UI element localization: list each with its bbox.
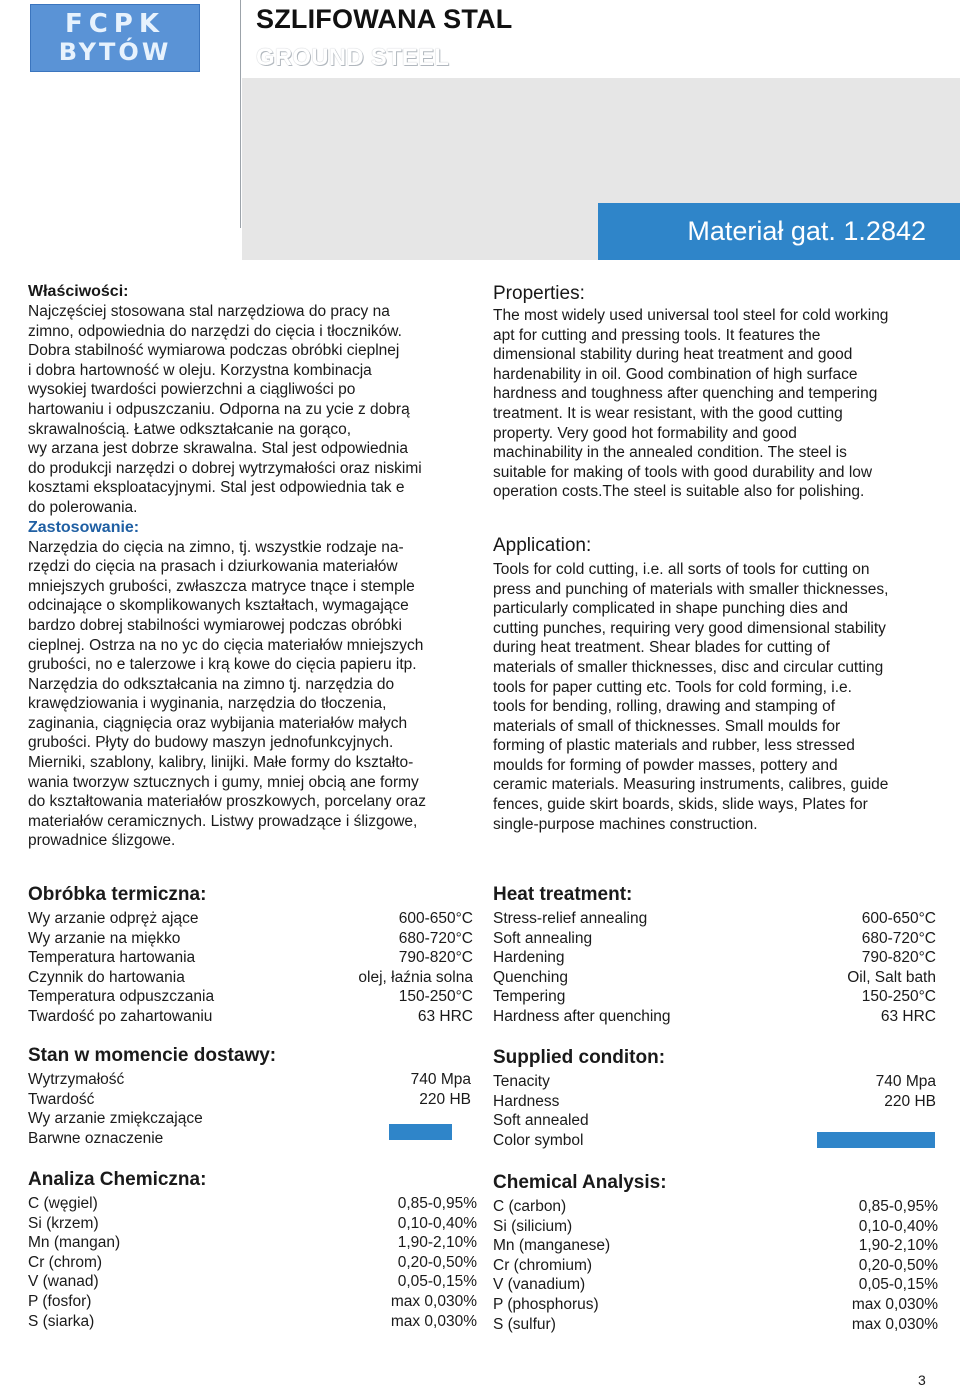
company-logo [30,4,200,72]
spec-value: 0,85-0,95% [858,1198,938,1215]
heat-treatment-en [493,884,936,1027]
spec-value: Oil, Salt bath [847,968,936,986]
spec-label: Hardening [493,949,565,967]
spec-label: Wy arzanie odpręż ające [28,910,199,927]
spec-value: 220 HB [884,1092,936,1110]
spec-row [28,1292,477,1312]
spec-value: 1,90-2,10% [858,1237,938,1255]
spec-label: Soft annealed [493,1112,589,1130]
spec-value: max 0,030% [390,1292,477,1310]
spec-label: Si (silicium) [493,1217,573,1235]
spec-value: 680-720°C [861,929,936,947]
spec-row [28,1312,477,1332]
spec-row [28,987,473,1007]
spec-label: Mn (mangan) [28,1234,121,1252]
spec-row [28,1194,477,1214]
spec-row [493,1275,938,1295]
spec-label: Cr (chrom) [28,1253,103,1271]
properties-text-en: The most widely used universal tool steel for cold working apt for cutting and pressing tools. It features the dimensional stability during heat treatment and good hardenability in oil. Good combination of high surface hardness and toughness after quenching and tempering treatment. It is wear resistant, with the good cutting property. Very good hot formability and good machinability in the annealed condition. The steel is suitable for making of tools with good durability and low operation costs.The steel is suitable also for polishing. [493,307,889,501]
spec-row [493,929,936,949]
spec-label: Temperatura hartowania [28,949,196,967]
spec-row [28,909,473,929]
spec-row [493,1217,938,1237]
spec-value: 790-820°C [398,949,473,967]
description-en [493,282,940,834]
spec-label: Soft annealing [493,929,593,947]
application-heading-pl: Zastosowanie: [28,518,140,536]
spec-value: 1,90-2,10% [397,1234,477,1252]
spec-label: Si (krzem) [28,1214,99,1232]
spec-value: 63 HRC [880,1007,936,1025]
color-symbol-swatch-pl [389,1124,452,1140]
spec-row [493,1256,938,1276]
description-pl [28,282,478,851]
spec-label: Temperatura odpuszczania [28,988,215,1006]
spec-label: Mn (manganese) [493,1237,611,1255]
spec-value: 0,20-0,50% [858,1256,938,1274]
spec-value: 680-720°C [398,929,473,947]
chemical-analysis-en [493,1172,938,1334]
heat-treatment-pl [28,884,473,1027]
spec-value: 150-250°C [861,988,936,1006]
spec-label: S (siarka) [28,1312,95,1330]
page-title-en: GROUND STEEL [256,44,450,71]
spec-label: Czynnik do hartowania [28,968,185,986]
spec-label: V (wanad) [28,1273,99,1291]
spec-row [28,968,473,988]
properties-text-pl: Najczęściej stosowana stal narzędziowa do pracy na zimno, odpowiednia do narzędzi do cięcia i tłoczników. Dobra stabilność wymiarowa podczas obróbki cieplnej i dobra hartowność w oleju. Korzystna kombinacja wysokiej twardości powierzchni a ciągliwości po hartowaniu i odpuszczaniu. Odporna na zu ycie z dobrą skrawalnością. Łatwe odkształcanie na gorąco, wy arzana jest dobrze skrawalna. Stal jest odpowiednia do produkcji narzędzi o dobrej wytrzymałości oraz niskimi kosztami eksploatacyjnymi. Stal jest odpowiednia tak e do polerowania. [28,303,422,516]
spec-row [28,1070,471,1090]
application-text-en: Tools for cold cutting, i.e. all sorts of tools for cutting on press and punching of materials with smaller thicknesses, particularly complicated in shape punching dies and cutting punches, requiring very good dimensional stability during heat treatment. Shear blades for cutting of materials of smaller thicknesses, disc and circular cutting tools for paper cutting etc. Tools for cold forming, i.e. tools for bending, rolling, drawing and stamping of materials of small of thicknesses. Small moulds for forming of plastic materials and rubber, less stressed moulds for forming of powder masses, pottery and ceramic materials. Measuring instruments, calibres, guide fences, guide skirt boards, skids, slide ways, Plates for single-purpose machines construction. [493,560,889,833]
spec-label: Wy arzanie na miękko [28,929,181,947]
spec-value: 0,10-0,40% [858,1217,938,1235]
spec-row [493,1197,938,1217]
spec-value: 740 Mpa [410,1071,471,1088]
section-title: Obróbka termiczna: [28,884,207,905]
section-title: Supplied conditon: [493,1047,666,1068]
spec-value: 0,85-0,95% [397,1195,477,1212]
section-title: Heat treatment: [493,884,633,905]
logo-line-1: FCPK [64,9,166,39]
spec-row [28,1090,471,1110]
spec-label: Tempering [493,988,566,1006]
properties-heading-en: Properties: [493,283,585,304]
spec-label: Color symbol [493,1131,584,1149]
spec-label: Twardość po zahartowaniu [28,1007,213,1025]
page-title-pl: SZLIFOWANA STAL [256,4,513,34]
spec-label: Stress-relief annealing [493,910,648,927]
spec-row [28,1253,477,1273]
material-grade-banner [598,203,960,260]
spec-row [493,1007,936,1027]
spec-row [493,968,936,988]
spec-value: 600-650°C [398,910,473,927]
spec-row [493,1236,938,1256]
spec-label: V (vanadium) [493,1276,586,1294]
spec-row [493,948,936,968]
spec-value: 63 HRC [417,1007,473,1025]
spec-row [28,1214,477,1234]
spec-value: 0,05-0,15% [397,1273,477,1291]
spec-value: 790-820°C [861,949,936,967]
spec-row [493,909,936,929]
spec-value: max 0,030% [851,1295,938,1313]
chemical-analysis-pl [28,1169,477,1331]
spec-label: Hardness after quenching [493,1007,671,1025]
spec-value: max 0,030% [851,1315,938,1333]
spec-value: 0,10-0,40% [397,1214,477,1232]
spec-value: olej, łaźnia solna [358,968,473,986]
spec-row [28,929,473,949]
logo-line-2: BYTÓW [58,38,172,66]
spec-row [493,1295,938,1315]
spec-row [493,987,936,1007]
spec-label: C (carbon) [493,1198,567,1215]
spec-row [493,1092,936,1112]
spec-value: 0,20-0,50% [397,1253,477,1271]
spec-label: Twardość [28,1090,95,1108]
spec-row [28,1233,477,1253]
spec-value: 0,05-0,15% [858,1276,938,1294]
color-symbol-swatch-en [817,1132,935,1148]
section-title: Stan w momencie dostawy: [28,1045,277,1066]
spec-label: S (sulfur) [493,1315,556,1333]
spec-value: 150-250°C [398,988,473,1006]
spec-row [28,1007,473,1027]
spec-row [28,948,473,968]
spec-label: Barwne oznaczenie [28,1129,164,1147]
page-number: 3 [918,1372,926,1388]
spec-label: Wytrzymałość [28,1071,125,1088]
application-heading-en: Application: [493,534,592,556]
material-grade: Materiał gat. 1.2842 [687,216,926,246]
properties-heading-pl: Właściwości: [28,283,129,300]
section-title: Chemical Analysis: [493,1172,667,1193]
spec-row [493,1111,936,1131]
spec-label: Tenacity [493,1073,550,1090]
spec-label: Wy arzanie zmiękczające [28,1110,203,1128]
spec-row [493,1315,938,1335]
spec-value: 740 Mpa [875,1073,936,1090]
spec-label: C (węgiel) [28,1195,98,1212]
application-text-pl: Narzędzia do cięcia na zimno, tj. wszystkie rodzaje na- rzędzi do cięcia na prasach i dziurkowania materiałów mniejszych grubości, zwłaszcza matryce tnące i stemple odcinające o skomplikowanych kształtach, wymagające bardzo dobrej stabilności wymiarowej podczas obróbki cieplnej. Ostrza na no yc do cięcia materiałów mniejszych grubości, no e talerzowe i krą kowe do cięcia papieru itp. Narzędzia do odkształcania na zimno tj. narzędzia do krawędziowania i wyginania, narzędzia do tłoczenia, zaginania, ciągnięcia oraz wybijania materiałów małych grubości. Płyty do budowy maszyn jednofunkcyjnych. Mierniki, szablony, kalibry, linijki. Małe formy do kształto- wania tworzyw sztucznych i gumy, mniej obcią ane formy do kształtowania materiałów proszkowych, porcelany oraz materiałów ceramicznych. Listwy prowadzące i ślizgowe, prowadnice ślizgowe. [28,538,427,850]
spec-row [493,1072,936,1092]
spec-row [28,1272,477,1292]
spec-label: Hardness [493,1092,560,1110]
section-title: Analiza Chemiczna: [28,1169,207,1190]
spec-label: P (fosfor) [28,1292,92,1310]
spec-label: P (phosphorus) [493,1295,599,1313]
spec-label: Cr (chromium) [493,1256,593,1274]
spec-label: Quenching [493,968,568,986]
spec-value: max 0,030% [390,1312,477,1330]
spec-value: 220 HB [419,1090,471,1108]
spec-value: 600-650°C [861,910,936,927]
